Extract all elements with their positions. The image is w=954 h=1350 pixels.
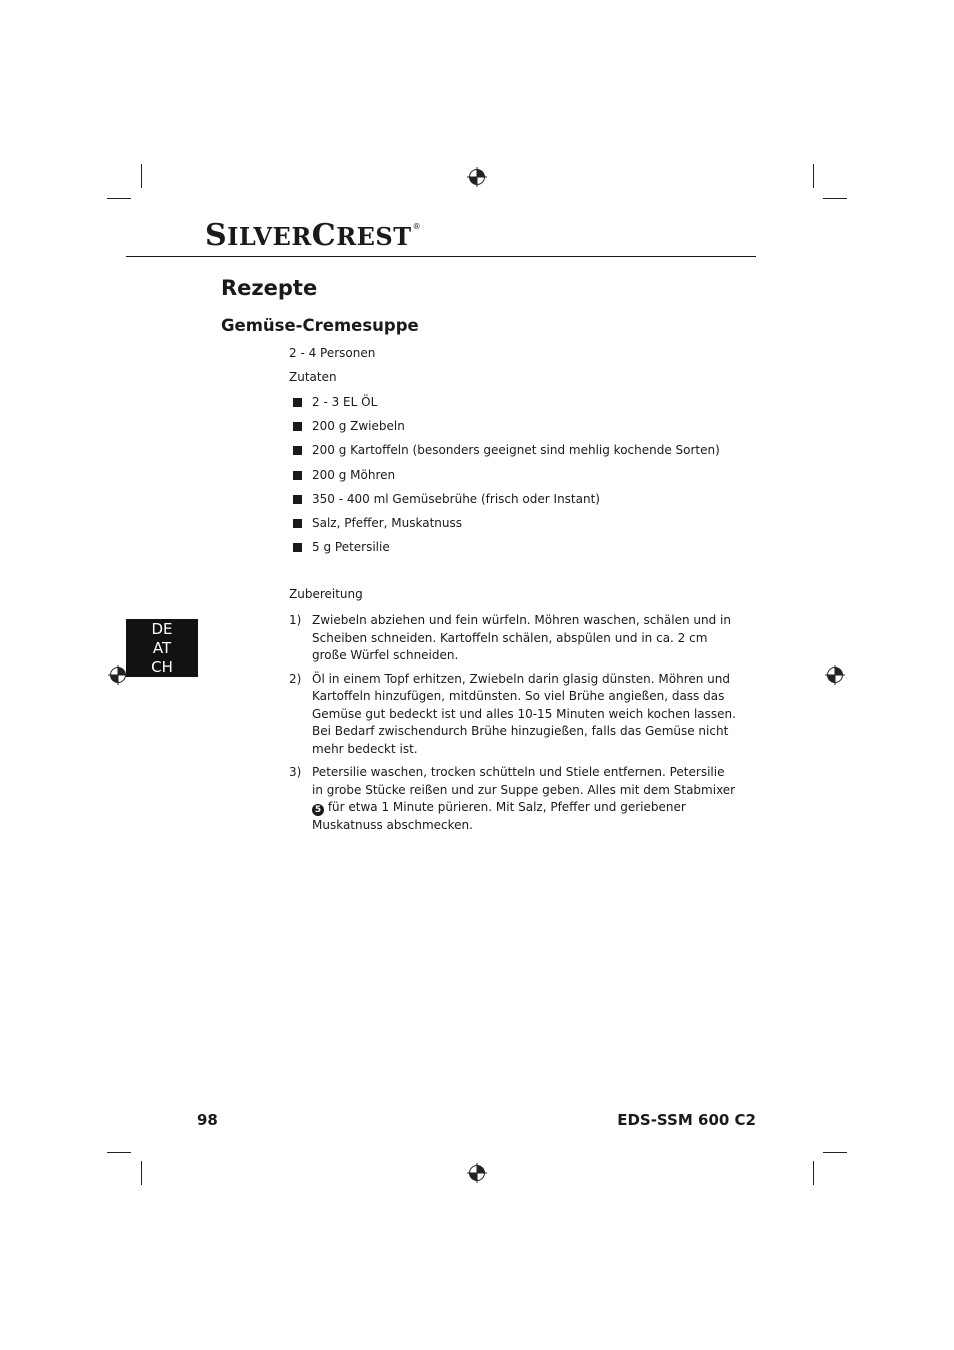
crop-mark <box>813 164 814 188</box>
list-item <box>293 418 753 442</box>
step-text <box>312 764 739 834</box>
logo-text: ILVER <box>227 222 312 251</box>
page-title: Rezepte <box>221 276 318 300</box>
language-code: CH <box>151 658 173 676</box>
crop-mark <box>107 1152 131 1153</box>
preparation-heading: Zubereitung <box>289 587 363 601</box>
list-item <box>293 539 753 563</box>
square-bullet-icon <box>293 446 302 455</box>
crop-mark <box>141 164 142 188</box>
step-text-part: Petersilie waschen, trocken schütteln und Stiele entfernen. Petersilie in grobe Stücke reißen und zur Suppe geben. Alles mit dem Stabmixer <box>312 765 736 797</box>
ingredient-text: 200 g Möhren <box>312 467 396 482</box>
step-text: Zwiebeln abziehen und fein würfeln. Möhren waschen, schälen und in Scheiben schneiden. Kartoffeln schälen, abspülen und in ca. 2 cm große Würfel schneiden. <box>312 613 731 662</box>
header-rule <box>126 256 756 257</box>
language-tab <box>126 619 198 677</box>
step-number: 1) <box>289 613 302 627</box>
ingredients-list <box>293 394 753 563</box>
step-number: 2) <box>289 671 302 686</box>
ingredient-text: 2 - 3 EL ÖL <box>312 395 378 409</box>
step-item <box>289 671 739 759</box>
registration-mark-icon <box>467 1163 487 1183</box>
step-item <box>289 764 739 834</box>
list-item <box>293 394 753 418</box>
logo-letter: S <box>205 218 228 253</box>
crop-mark <box>823 1152 847 1153</box>
step-text-part: für etwa 1 Minute pürieren. Mit Salz, Pfeffer und geriebener Muskatnuss abschmecken. <box>312 800 686 832</box>
list-item <box>293 515 753 539</box>
crop-mark <box>107 198 131 199</box>
step-item <box>289 612 739 665</box>
preparation-steps <box>289 612 739 840</box>
part-number-badge: 5 <box>312 804 324 816</box>
square-bullet-icon <box>293 398 302 407</box>
crop-mark <box>823 198 847 199</box>
trademark-symbol: ® <box>412 222 422 231</box>
ingredient-text: 200 g Zwiebeln <box>312 419 405 434</box>
step-number: 3) <box>289 765 302 779</box>
crop-mark <box>141 1161 142 1185</box>
registration-mark-icon <box>467 167 487 187</box>
registration-mark-icon <box>108 665 128 685</box>
ingredient-text: 200 g Kartoffeln (besonders geeignet sind mehlig kochende Sorten) <box>312 443 720 458</box>
ingredient-text: 5 g Petersilie <box>312 540 390 555</box>
list-item <box>293 467 753 491</box>
step-text: Öl in einem Topf erhitzen, Zwiebeln darin glasig dünsten. Möhren und Kartoffeln hinzufügen, mitdünsten. So viel Brühe angießen, dass das Gemüse gut bedeckt ist und alles 10-15 Minuten weich kochen lassen. Bei Bedarf zwischendurch Brühe hinzugießen, falls das Gemüse nicht mehr bedeckt ist. <box>312 671 736 756</box>
language-code: AT <box>152 639 172 657</box>
ingredient-text: Salz, Pfeffer, Muskatnuss <box>312 515 463 530</box>
list-item <box>293 491 753 515</box>
crop-mark <box>813 1161 814 1185</box>
square-bullet-icon <box>293 422 302 431</box>
servings: 2 - 4 Personen <box>289 346 376 360</box>
logo-letter: C <box>311 218 337 253</box>
brand-logo <box>205 218 421 253</box>
square-bullet-icon <box>293 543 302 552</box>
square-bullet-icon <box>293 471 302 480</box>
ingredients-heading: Zutaten <box>289 370 337 384</box>
language-code: DE <box>151 620 173 638</box>
page-number: 98 <box>197 1111 218 1129</box>
list-item <box>293 442 753 466</box>
ingredient-text: 350 - 400 ml Gemüsebrühe (frisch oder Instant) <box>312 491 600 506</box>
model-number: EDS-SSM 600 C2 <box>617 1111 756 1129</box>
registration-mark-icon <box>825 665 845 685</box>
square-bullet-icon <box>293 495 302 504</box>
square-bullet-icon <box>293 519 302 528</box>
logo-text: REST <box>336 222 412 251</box>
recipe-title: Gemüse-Cremesuppe <box>221 316 419 335</box>
